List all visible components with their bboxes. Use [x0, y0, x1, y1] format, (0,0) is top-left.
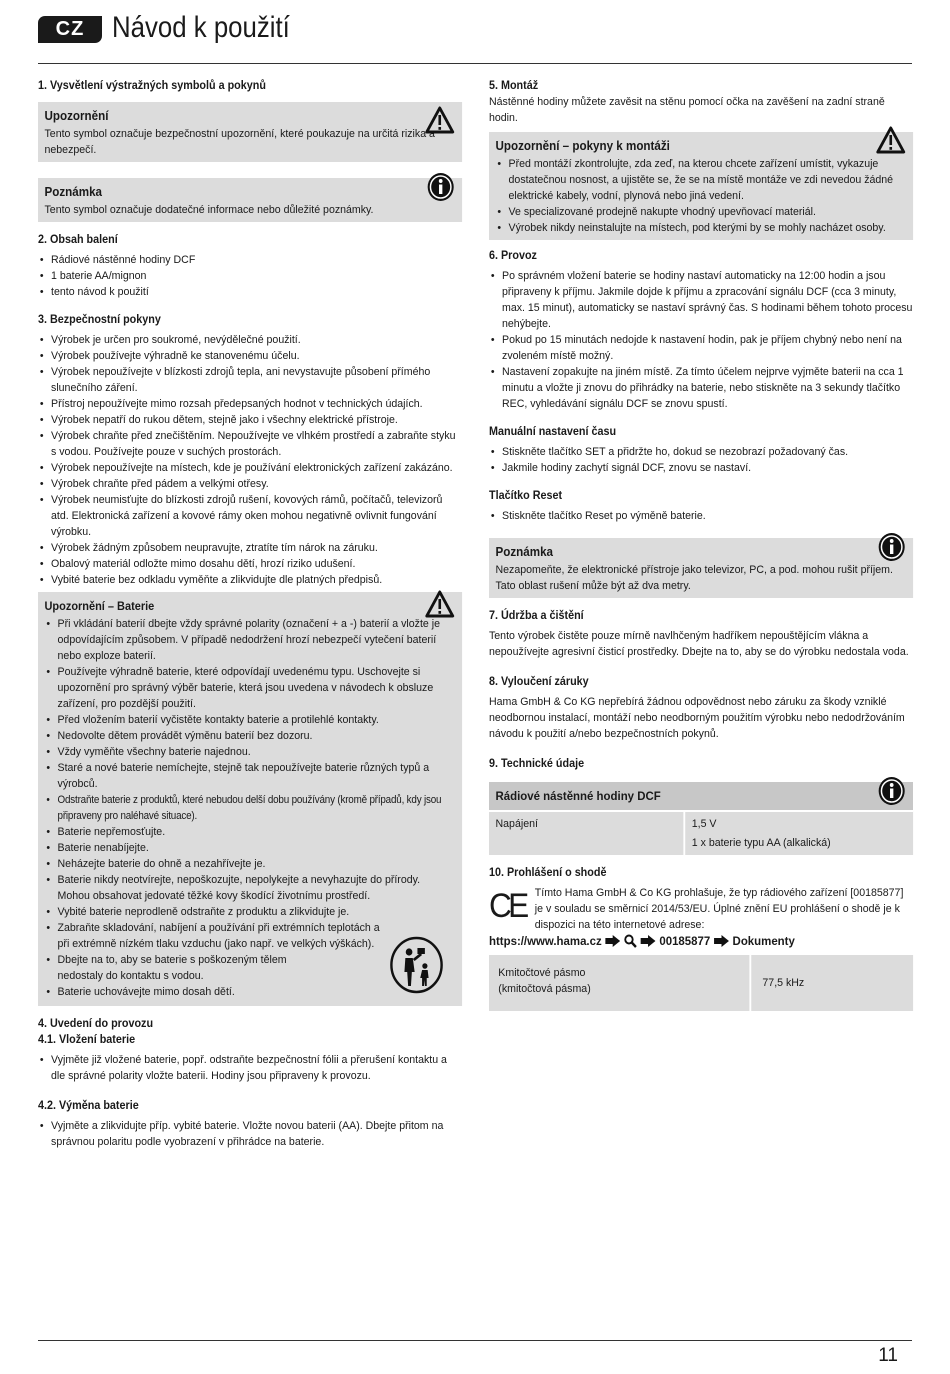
list-item: • Před montáží zkontrolujte, zda zeď, na kterou chcete zařízení umístit, vykazuje dostatečnou nosnost, a ujistěte se, že se na místě montáže ve zdi nevedou žádné elektrické kabely, vodní, plynová nebo jiná vedení. [496, 156, 907, 204]
section-8-title: 8. Vyloučení záruky [489, 675, 589, 688]
top-rule [38, 63, 912, 64]
declaration-text: Tímto Hama GmbH & Co KG prohlašuje, že typ rádiového zařízení [00185877] je v souladu se směrnicí 2014/53/EU. Úplné znění EU prohlášení o shodě je k dispozici na této internetové adrese: [534, 887, 904, 931]
info-icon [878, 532, 906, 562]
frequency-label [489, 955, 750, 1011]
note-box [38, 178, 462, 222]
info-icon [427, 172, 455, 202]
list-item: • Výrobek chraňte před pádem a velkými otřesy. [38, 476, 462, 492]
list-item: • Výrobek nepoužívejte na místech, kde je používání elektronických zařízení zakázáno. [38, 460, 462, 476]
arrow-right-icon [641, 935, 656, 947]
list-item: • Výrobek používejte výhradně ke stanovenému účelu. [38, 348, 462, 364]
list-item: • Používejte výhradně baterie, které odpovídají uvedenému typu. Uschovejte si upozornění pro správný výběr baterie, která jsou uvedena v návodech k obsluze zařízení, pro pozdější použití. [45, 664, 456, 712]
spec-label: Napájení [489, 811, 684, 855]
section-6-title: 6. Provoz [489, 249, 537, 262]
list-item: • Vyjměte již vložené baterie, popř. odstraňte bezpečnostní fólii a přerušení kontaktu a dle správné polarity vložte baterii. Hodiny jsou připraveny k provozu. [38, 1052, 462, 1084]
list-item: • 1 baterie AA/mignon [38, 268, 462, 284]
warning-title: Upozornění [44, 109, 109, 123]
list-item: • Neházejte baterie do ohně a nezahřívejte je. [45, 856, 456, 872]
insert-battery-list [38, 1052, 462, 1084]
list-item: • Baterie nikdy neotvírejte, nepoškozujte, nepolykejte a nevyhazujte do přírody. Mohou obsahovat jedovaté těžké kovy škodící životnímu prostředí. [45, 872, 456, 904]
list-item: • Výrobek žádným způsobem neupravujte, ztratíte tím nárok na záruku. [38, 540, 462, 556]
frequency-label-line-1: Kmitočtové pásmo [498, 967, 586, 979]
website-url[interactable]: https://www.hama.cz [489, 934, 602, 948]
manual-time-title: Manuální nastavení času [489, 425, 617, 438]
list-item: • Výrobek neumisťujte do blízkosti zdrojů rušení, kovových rámů, počítačů, televizorů atd. Elektronická zařízení a kovové rámy oken mohou negativně ovlivnit fungování výrobku. [38, 492, 462, 540]
left-column [38, 78, 462, 1150]
spec-value-battery: 1 x baterie typu AA (alkalická) [691, 837, 831, 849]
list-item: • Rádiové nástěnné hodiny DCF [38, 252, 462, 268]
note-text: Nezapomeňte, že elektronické přístroje jako televizor, PC, a pod. mohou rušit příjem. Tato oblast rušení může být až dva metry. [495, 564, 893, 592]
frequency-label-line-2: (kmitočtová pásma) [498, 983, 591, 995]
list-item: • Baterie uchovávejte mimo dosah dětí. [45, 984, 456, 1000]
mounting-list [496, 156, 907, 236]
list-item: • tento návod k použití [38, 284, 462, 300]
list-item: • Vyjměte a zlikvidujte příp. vybité baterie. Vložte novou baterii (AA). Dbejte přitom na správnou polaritu podle vyobrazení v přihrádce na baterie. [38, 1118, 462, 1150]
declaration-url-line [489, 933, 913, 949]
section-4-title: 4. Uvedení do provozu [38, 1017, 154, 1030]
list-item: • Přístroj nepoužívejte mimo rozsah předepsaných hodnot v technických údajích. [38, 396, 462, 412]
note-box-2 [489, 538, 913, 598]
section-5-title: 5. Montáž [489, 79, 539, 92]
frequency-value: 77,5 kHz [750, 955, 913, 1011]
spec-table [489, 782, 913, 855]
warning-triangle-icon [425, 106, 455, 134]
list-item: • Pokud po 15 minutách nedojde k nastavení hodin, pak je příjem chybný nebo není na zvoleném místě možný. [489, 332, 913, 364]
section-9-title: 9. Technické údaje [489, 757, 585, 770]
list-item: • Baterie nepřemosťujte. [45, 824, 456, 840]
list-item: • Výrobek nikdy neinstalujte na místech, pod kterými by se mohly nacházet osoby. [496, 220, 907, 236]
list-item: • Před vložením baterií vyčistěte kontakty baterie a protilehlé kontakty. [45, 712, 456, 728]
list-item: • Stiskněte tlačítko Reset po výměně baterie. [489, 508, 913, 524]
product-number: 00185877 [659, 934, 711, 948]
list-item: • Obalový materiál odložte mimo dosahu dětí, hrozí riziko udušení. [38, 556, 462, 572]
section-5-text: Nástěnné hodiny můžete zavěsit na stěnu pomocí očka na zavěšení na zadní straně hodin. [489, 96, 885, 124]
section-2-title: 2. Obsah balení [38, 233, 118, 246]
note-title: Poznámka [44, 185, 103, 199]
list-item: • Vybité baterie neprodleně odstraňte z produktu a zlikvidujte je. [45, 904, 456, 920]
page-number: 11 [878, 1345, 898, 1366]
arrow-right-icon [714, 935, 729, 947]
list-item: • Výrobek chraňte před znečištěním. Nepoužívejte ve vlhkém prostředí a zabraňte styku s vodou. Používejte pouze v suchých prostorách. [38, 428, 462, 460]
warning-box [38, 102, 462, 162]
section-4-2-title: 4.2. Výměna baterie [38, 1099, 139, 1112]
replace-battery-list [38, 1118, 462, 1150]
section-10-title: 10. Prohlášení o shodě [489, 866, 607, 879]
battery-warning-box [38, 592, 462, 1006]
warning-triangle-icon [425, 590, 455, 618]
list-item: • Odstraňte baterie z produktů, které nebudou delší dobu používány (kromě případů, kdy jsou připraveny pro naléhavé situace). [45, 792, 456, 824]
list-item: • Ve specializované prodejně nakupte vhodný upevňovací materiál. [496, 204, 907, 220]
reset-list [489, 508, 913, 524]
section-8-text: Hama GmbH & Co KG nepřebírá žádnou odpovědnost nebo záruku za škody vzniklé neodbornou instalací, montáží nebo neodborným použitím výrobku nebo nedodržováním návodu k použití a/nebo bezpečnostních pokynů. [489, 696, 905, 740]
declaration-block [489, 885, 913, 933]
list-item: • Po správném vložení baterie se hodiny nastaví automaticky na 12:00 hodin a jsou připraveny k příjmu. Jakmile dojde k příjmu a zpracování signálu DCF (cca 3 minuty, max. 15 minut), automaticky se nastaví správný čas. S hodinami během tohoto procesu nehýbejte. [489, 268, 913, 332]
note-title: Poznámka [495, 545, 554, 559]
battery-warning-title: Upozornění – Baterie [44, 599, 155, 613]
list-item: • Zabraňte skladování, nabíjení a používání při extrémních teplotách a při extrémně nízkém tlaku vzduchu (jako např. ve velkých výškách). [45, 920, 456, 952]
section-4-1-title: 4.1. Vložení baterie [38, 1033, 136, 1046]
package-contents-list [38, 252, 462, 300]
list-item: • Výrobek nepatří do rukou dětem, stejně jako i všechny elektrické přístroje. [38, 412, 462, 428]
arrow-right-icon [605, 935, 620, 947]
keep-away-from-children-icon [389, 936, 443, 994]
lang-badge: CZ [38, 16, 102, 43]
list-item: • Vybité baterie bez odkladu vyměňte a zlikvidujte dle platných předpisů. [38, 572, 462, 588]
reset-button-title: Tlačítko Reset [489, 489, 563, 502]
documents-label: Dokumenty [732, 934, 795, 948]
warning-triangle-icon [876, 126, 906, 154]
section-7-title: 7. Údržba a čištění [489, 609, 584, 622]
note-text: Tento symbol označuje dodatečné informace nebo důležité poznámky. [44, 204, 374, 216]
list-item: • Výrobek nepoužívejte v blízkosti zdrojů tepla, ani nevystavujte působení přímého slunečního záření. [38, 364, 462, 396]
mounting-warning-box [489, 132, 913, 240]
section-7-text: Tento výrobek čistěte pouze mírně navlhčeným hadříkem nepouštějícím vlákna a nepoužívejte agresivní čisticí prostředky. Dbejte na to, aby se do výrobku nedostala voda. [489, 630, 909, 658]
spec-table-header: Rádiové nástěnné hodiny DCF [489, 782, 913, 811]
page-title: Návod k použití [112, 11, 290, 44]
operation-list [489, 268, 913, 412]
section-3-title: 3. Bezpečnostní pokyny [38, 313, 161, 326]
spec-value [684, 811, 913, 855]
magnifier-icon [624, 934, 637, 948]
list-item: • Dbejte na to, aby se baterie s poškozeným tělem nedostaly do kontaktu s vodou. [45, 952, 456, 984]
manual-time-list [489, 444, 913, 476]
list-item: • Nastavení zopakujte na jiném místě. Za tímto účelem nejprve vyjměte baterii na cca 1 minutu a vložte ji znovu do přihrádky na baterie, nebo stiskněte na 3 sekundy tlačítko REC, vyhledávání signálu DCF se znovu spustí. [489, 364, 913, 412]
section-1-title: 1. Vysvětlení výstražných symbolů a pokynů [38, 79, 266, 92]
list-item: • Baterie nenabíjejte. [45, 840, 456, 856]
frequency-table [489, 955, 913, 1011]
info-icon [878, 776, 906, 806]
list-item: • Nedovolte dětem provádět výměnu baterií bez dozoru. [45, 728, 456, 744]
mounting-warning-title: Upozornění – pokyny k montáži [495, 139, 670, 153]
spec-value-voltage: 1,5 V [691, 818, 717, 830]
right-column [489, 78, 913, 1011]
list-item: • Při vkládání baterií dbejte vždy správné polarity (označení + a -) baterií a vložte je odpovídajícím způsobem. V případě nedodržení hrozí nebezpečí vytečení baterií nebo exploze baterií. [45, 616, 456, 664]
ce-mark: CE [489, 887, 526, 925]
list-item: • Jakmile hodiny zachytí signál DCF, znovu se nastaví. [489, 460, 913, 476]
bottom-rule [38, 1340, 912, 1341]
warning-text: Tento symbol označuje bezpečnostní upozornění, které poukazuje na určitá rizika a nebezpečí. [44, 128, 435, 156]
safety-list [38, 332, 462, 588]
list-item: • Staré a nové baterie nemíchejte, stejně tak nepoužívejte baterie různých typů a výrobců. [45, 760, 456, 792]
list-item: • Výrobek je určen pro soukromé, nevýdělečné použití. [38, 332, 462, 348]
list-item: • Vždy vyměňte všechny baterie najednou. [45, 744, 456, 760]
list-item: • Stiskněte tlačítko SET a přidržte ho, dokud se nezobrazí požadovaný čas. [489, 444, 913, 460]
